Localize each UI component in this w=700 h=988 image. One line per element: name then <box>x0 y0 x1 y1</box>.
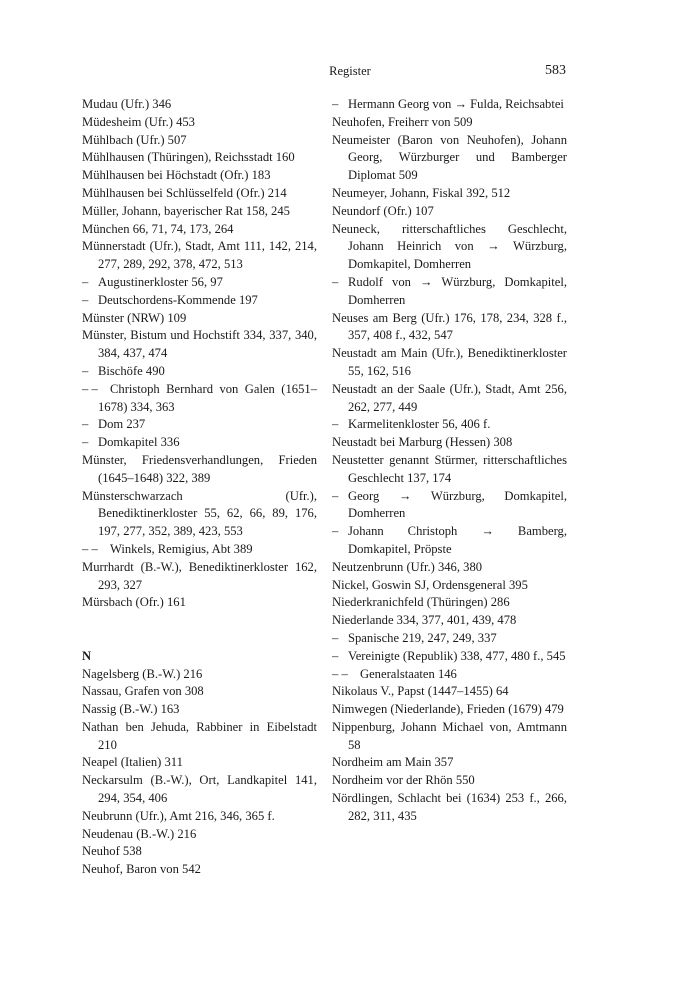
index-entry: Mühlhausen bei Schlüsselfeld (Ofr.) 214 <box>82 185 287 200</box>
index-entry: – Deutschordens-Kommende 197 <box>82 292 317 310</box>
index-entry: Nassau, Grafen von 308 <box>82 684 204 699</box>
index-entry: Nippenburg, Johann Michael von, Amtmann 58 <box>332 719 567 752</box>
index-entry: Münster (NRW) 109 <box>82 310 187 325</box>
index-entry: Neumeyer, Johann, Fiskal 392, 512 <box>332 185 511 200</box>
index-entry: Münster, Friedensverhandlungen, Frieden (1645–1648) 322, 389 <box>82 452 317 485</box>
index-entry: Neuhof 538 <box>82 844 142 859</box>
index-entry: Nathan ben Jehuda, Rabbiner in Eibelstadt 210 <box>82 719 317 752</box>
index-entry: Müller, Johann, bayerischer Rat 158, 245 <box>82 203 290 218</box>
index-column-right <box>332 96 567 826</box>
index-entry: Neumeister (Baron von Neuhofen), Johann Georg, Würzburger und Bamberger Diplomat 509 <box>332 132 567 183</box>
index-entry: Nassig (B.-W.) 163 <box>82 702 180 717</box>
index-entry: Niederlande 334, 377, 401, 439, 478 <box>332 613 517 628</box>
index-entry: – Domkapitel 336 <box>82 434 317 452</box>
index-entry: Niederkranichfeld (Thüringen) 286 <box>332 595 510 610</box>
index-entry: Murrhardt (B.-W.), Benediktinerkloster 162, 293, 327 <box>82 559 317 592</box>
index-entry: – Rudolf von → Würzburg, Domkapitel, Domherren <box>332 274 567 310</box>
index-entry: – – Generalstaaten 146 <box>332 666 567 684</box>
index-entry: Neubrunn (Ufr.), Amt 216, 346, 365 f. <box>82 808 275 823</box>
page-header <box>0 64 700 82</box>
index-entry: Neuhofen, Freiherr von 509 <box>332 114 473 129</box>
index-entry: Neuneck, ritterschaftliches Geschlecht, Johann Heinrich von → Würzburg, Domkapitel, Domherren <box>332 221 567 272</box>
index-entry: Neapel (Italien) 311 <box>82 755 183 770</box>
index-entry: – Johann Christoph → Bamberg, Domkapitel, Pröpste <box>332 523 567 559</box>
index-entry: Neundorf (Ofr.) 107 <box>332 203 434 218</box>
index-entry: Münster, Bistum und Hochstift 334, 337, 340, 384, 437, 474 <box>82 328 317 361</box>
index-entry: Nikolaus V., Papst (1447–1455) 64 <box>332 684 509 699</box>
index-entry: Neustadt am Main (Ufr.), Benediktinerkloster 55, 162, 516 <box>332 346 567 378</box>
index-entry: – – Christoph Bernhard von Galen (1651–1678) 334, 363 <box>82 381 317 417</box>
index-entry: – Karmelitenkloster 56, 406 f. <box>332 416 567 434</box>
index-entry: Neuhof, Baron von 542 <box>82 862 201 877</box>
index-entry: Müdesheim (Ufr.) 453 <box>82 114 195 129</box>
index-entry: Mühlhausen (Thüringen), Reichsstadt 160 <box>82 150 295 165</box>
index-entry: – Georg → Würzburg, Domkapitel, Domherren <box>332 488 567 524</box>
index-entry: Neustadt an der Saale (Ufr.), Stadt, Amt 256, 262, 277, 449 <box>332 381 567 414</box>
index-entry: Münsterschwarzach (Ufr.), Benediktinerkloster 55, 62, 66, 89, 176, 197, 277, 352, 389, 423, 553 <box>82 488 317 539</box>
index-entry-list <box>82 96 317 612</box>
index-entry: Neutzenbrunn (Ufr.) 346, 380 <box>332 559 483 574</box>
index-entry: Nimwegen (Niederlande), Frieden (1679) 479 <box>332 702 564 717</box>
index-entry: Nordheim vor der Rhön 550 <box>332 773 475 788</box>
index-entry: – – Winkels, Remigius, Abt 389 <box>82 541 317 559</box>
index-entry: Mühlhausen bei Höchstadt (Ofr.) 183 <box>82 168 271 183</box>
index-entry: – Dom 237 <box>82 416 317 434</box>
index-entry: Neckarsulm (B.-W.), Ort, Landkapitel 141, 294, 354, 406 <box>82 773 317 806</box>
index-entry: Nordheim am Main 357 <box>332 755 454 770</box>
running-title: Register <box>329 64 371 78</box>
index-entry: – Spanische 219, 247, 249, 337 <box>332 630 567 648</box>
index-entry: Neuses am Berg (Ufr.) 176, 178, 234, 328 f., 357, 408 f., 432, 547 <box>332 310 567 343</box>
index-entry: Münnerstadt (Ufr.), Stadt, Amt 111, 142, 214, 277, 289, 292, 378, 472, 513 <box>82 239 317 272</box>
index-entry: Nickel, Goswin SJ, Ordensgeneral 395 <box>332 577 528 592</box>
index-entry: München 66, 71, 74, 173, 264 <box>82 221 234 236</box>
index-entry: Mudau (Ufr.) 346 <box>82 97 172 111</box>
index-entry: Mühlbach (Ufr.) 507 <box>82 132 187 147</box>
index-entry: Neudenau (B.-W.) 216 <box>82 826 197 841</box>
index-entry: Neustadt bei Marburg (Hessen) 308 <box>332 435 513 450</box>
index-column-left <box>82 96 317 879</box>
section-letter: N <box>82 648 92 663</box>
index-entry-list <box>332 96 567 826</box>
index-entry: – Augustinerkloster 56, 97 <box>82 274 317 292</box>
page-number: 583 <box>545 63 566 78</box>
index-entry: – Vereinigte (Republik) 338, 477, 480 f., 545 <box>332 648 567 666</box>
index-entry: Mürsbach (Ofr.) 161 <box>82 595 186 610</box>
index-entry: Nagelsberg (B.-W.) 216 <box>82 666 203 681</box>
index-entry-list-n <box>82 666 317 880</box>
index-entry: – Bischöfe 490 <box>82 363 317 381</box>
index-entry: – Hermann Georg von → Fulda, Reichsabtei <box>332 96 567 114</box>
index-entry: Nördlingen, Schlacht bei (1634) 253 f., 266, 282, 311, 435 <box>332 791 567 823</box>
index-entry: Neustetter genannt Stürmer, ritterschaftliches Geschlecht 137, 174 <box>332 452 567 485</box>
